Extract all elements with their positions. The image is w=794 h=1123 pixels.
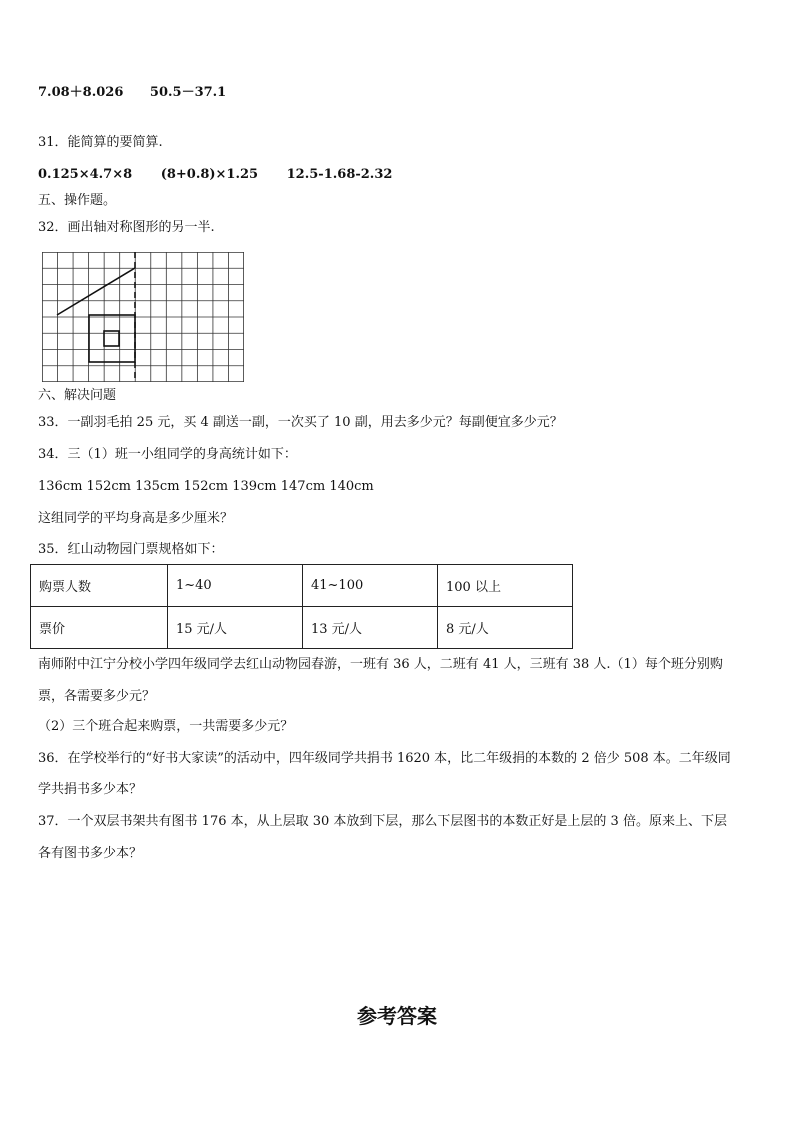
q31-expr-3: 12.5-1.68-2.32	[286, 167, 393, 182]
q37-line-1: 37．一个双层书架共有图书 176 本，从上层取 30 本放到下层，那么下层图书的本数正好是上层的 3 倍。原来上、下层	[38, 814, 727, 829]
q31-expr-2: (8+0.8)×1.25	[160, 167, 259, 182]
q35-text-line-2: 票，各需要多少元？	[38, 689, 156, 704]
table-row	[31, 565, 573, 607]
table-cell: 100 以上	[438, 565, 573, 607]
q31-expressions	[38, 166, 758, 184]
symmetry-grid-figure	[42, 252, 244, 382]
table-cell: 购票人数	[31, 565, 168, 607]
outer-square	[89, 315, 135, 362]
table-cell: 41~100	[303, 565, 438, 607]
q33-text: 33．一副羽毛拍 25 元，买 4 副送一副，一次买了 10 副，用去多少元？每副便宜多少元？	[38, 415, 563, 430]
q37-line-2: 各有图书多少本？	[38, 846, 143, 861]
grid-drawing	[42, 252, 244, 382]
q30-expressions	[38, 84, 758, 102]
q34-heights: 136cm 152cm 135cm 152cm 139cm 147cm 140cm	[38, 479, 374, 494]
q31-label: 31．能简算的要简算.	[38, 135, 163, 150]
table-row	[31, 607, 573, 649]
table-cell: 票价	[31, 607, 168, 649]
q36-line-2: 学共捐书多少本？	[38, 782, 143, 797]
q36-line-1: 36．在学校举行的“好书大家读”的活动中，四年级同学共捐书 1620 本，比二年级捐的本数的 2 倍少 508 本。二年级同	[38, 751, 731, 766]
q30-expr-1: 7.08＋8.026	[38, 85, 124, 100]
ticket-price-table	[30, 564, 573, 649]
q35-part-2: （2）三个班合起来购票，一共需要多少元？	[38, 719, 294, 734]
section-5-heading: 五、操作题。	[38, 193, 117, 208]
q34-question: 这组同学的平均身高是多少厘米？	[38, 511, 234, 526]
q35-text-line-1: 南师附中江宁分校小学四年级同学去红山动物园春游，一班有 36 人，二班有 41 人，三班有 38 人.（1）每个班分别购	[38, 657, 723, 672]
answer-section-title: 参考答案	[357, 1004, 437, 1028]
section-6-heading: 六、解决问题	[38, 388, 117, 403]
table-cell: 8 元/人	[438, 607, 573, 649]
table-cell: 15 元/人	[168, 607, 303, 649]
q31-expr-1: 0.125×4.7×8	[38, 167, 133, 182]
q35-label: 35．红山动物园门票规格如下：	[38, 542, 224, 557]
table-cell: 13 元/人	[303, 607, 438, 649]
q32-label: 32．画出轴对称图形的另一半.	[38, 220, 215, 235]
table-cell: 1~40	[168, 565, 303, 607]
q30-expr-2: 50.5－37.1	[149, 85, 227, 100]
grid-lines	[42, 252, 244, 382]
q34-label: 34．三（1）班一小组同学的身高统计如下：	[38, 447, 297, 462]
roof-line	[57, 268, 135, 315]
